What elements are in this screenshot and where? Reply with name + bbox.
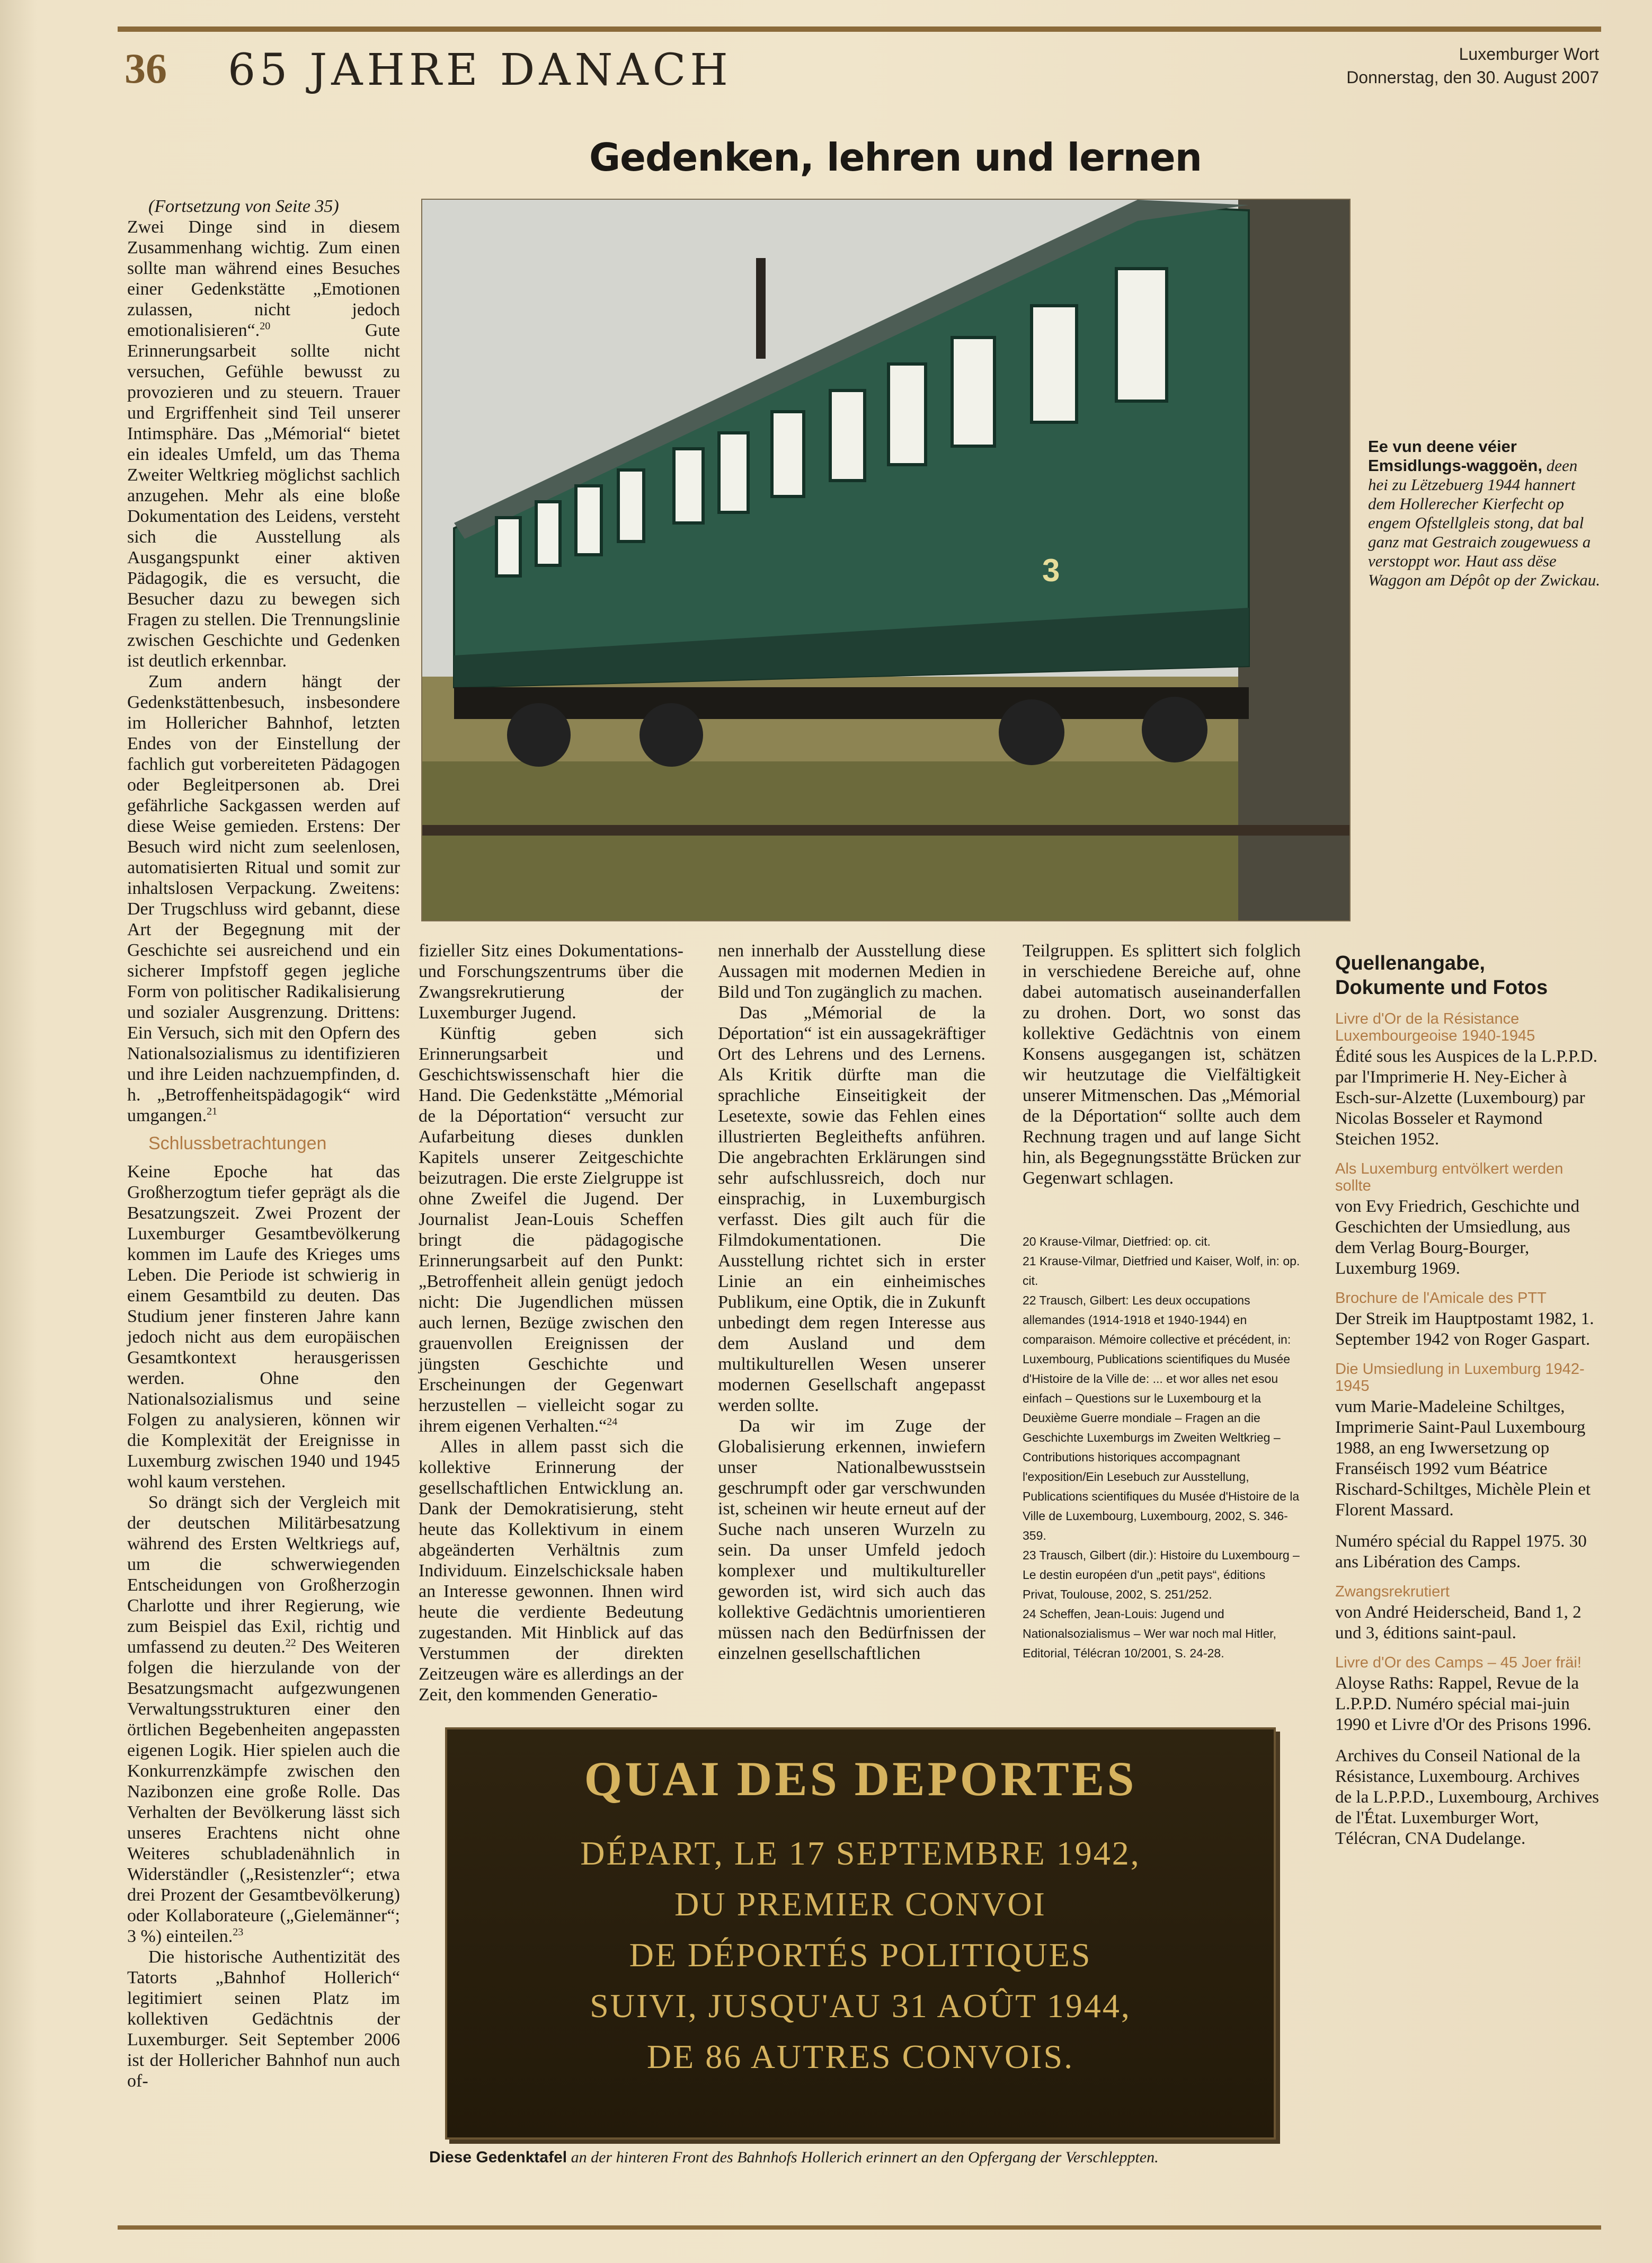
continuation-note: (Fortsetzung von Seite 35) [148, 197, 339, 216]
wagon-number: 3 [1042, 553, 1060, 588]
footnote: 23 Trausch, Gilbert (dir.): Histoire du Luxembourg – Le destin européen d'un „petit pays“, éditions Privat, Toulouse, 2002, S. 251/252. [1023, 1548, 1300, 1601]
memorial-plaque [445, 1727, 1276, 2140]
paragraph-text: Künftig geben sich Erinnerungsarbeit und Geschichtswissenschaft hier die Hand. Die Gedenkstätte „Mémorial de la Déportation“ versucht zur Aufarbeitung dieses dunklen Kapitels unserer Zeitgeschichte beizutragen. Die erste Zielgruppe ist ohne Zweifel die Jugend. Der Journalist Jean-Louis Scheffen bringt die pädagogische Erinnerungsarbeit auf den Punkt: „Betroffenheit allein genügt jedoch nicht: Die Jugendlichen müssen auch lernen, Bezüge zwischen den grauenvollen Ereignissen der jüngsten Geschichte und Erscheinungen der Gegenwart herzustellen – vielleicht sogar zu ihrem eigenen Verhalten.“ [419, 1024, 683, 1436]
article-paragraph: nen innerhalb der Ausstellung diese Aussagen mit modernen Medien in Bild und Ton zugänglich zu machen. [718, 941, 985, 1002]
plaque-line: SUIVI, JUSQU'AU 31 AOÛT 1944, [590, 1987, 1131, 2025]
issue-date: Donnerstag, den 30. August 2007 [1346, 68, 1599, 87]
plaque-caption [429, 2149, 1287, 2167]
article-paragraph: fizieller Sitz eines Dokumentations- und Forschungszentrums über die Zwangsrekrutierung der Luxemburger Jugend. [419, 941, 683, 1023]
footnote-ref: 20 [260, 320, 271, 332]
footnote: 20 Krause-Vilmar, Dietfried: op. cit. [1023, 1235, 1211, 1248]
source-heading: Brochure de l'Amicale des PTT [1335, 1290, 1547, 1307]
article-paragraph [127, 1492, 400, 1947]
plaque-text [447, 1828, 1274, 2082]
masthead [1346, 42, 1599, 89]
source-text: vum Marie-Madeleine Schiltges, Imprimerie Saint-Paul Luxembourg 1988, an eng Iwwersetzung op Franséisch 1992 vum Béatrice Rischard-Schiltges, Michèle Plein et Florent Massard. [1335, 1397, 1591, 1520]
source-text: Numéro spécial du Rappel 1975. 30 ans Libération des Camps. [1335, 1532, 1587, 1572]
footnote: 21 Krause-Vilmar, Dietfried und Kaiser, Wolf, in: op. cit. [1023, 1254, 1300, 1288]
source-heading: Die Umsiedlung in Luxemburg 1942-1945 [1335, 1361, 1585, 1395]
source-text: Der Streik im Hauptpostamt 1982, 1. September 1942 von Roger Gaspart. [1335, 1309, 1594, 1349]
source-heading: Als Luxemburg entvölkert werden sollte [1335, 1160, 1564, 1194]
source-heading: Livre d'Or de la Résistance Luxembourgeoise 1940-1945 [1335, 1010, 1535, 1044]
footnote: 22 Trausch, Gilbert: Les deux occupations allemandes (1914-1918 et 1940-1944) en comparaison. Mémoire collective et précédent, in: Luxembourg, Publications scientifiques du Musée d'Histoire de la Ville de: ... et wor alles net esou einfach – Questions sur le Luxembourg et la Deuxième Guerre mondiale – Fragen an die Geschichte Luxemburgs im Zweiten Weltkrieg – Contributions historiques accompagnant l'exposition/Ein Lesebuch zur Ausstellung, Publications scientifiques du Musée d'Histoire de la Ville de Luxembourg, Luxembourg, 2002, S. 346-359. [1023, 1293, 1300, 1542]
article-paragraph: Alles in allem passt sich die kollektive Erinnerung der gesellschaftlichen Entwicklung an. Dank der Demokratisierung, steht heute das Kollektivum in einem abgeänderten Verhältnis zum Individuum. Einzelschicksale haben an Interesse gewonnen. Ihnen wird heute die verdiente Bedeutung zugestanden. Mit Hinblick auf das Verstummen der direkten Zeitzeugen wäre es allerdings an der Zeit, den kommenden Generatio- [419, 1437, 683, 1705]
page-number: 36 [125, 46, 167, 92]
article-paragraph [127, 217, 400, 671]
source-text: Archives du Conseil National de la Résistance, Luxembourg. Archives de la L.P.P.D., Luxembourg, Archives de l'État. Luxemburger Wort, Télécran, CNA Dudelange. [1335, 1746, 1600, 1848]
source-heading: Livre d'Or des Camps – 45 Joer fräi! [1335, 1654, 1582, 1671]
plaque-line: DÉPART, LE 17 SEPTEMBRE 1942, [580, 1834, 1141, 1872]
footnotes [1023, 1232, 1301, 1663]
photo-caption [1368, 437, 1601, 590]
source-text: Édité sous les Auspices de la L.P.P.D. par l'Imprimerie H. Ney-Eicher à Esch-sur-Alzette (Luxembourg) par Nicolas Bosseler et Raymond Steichen 1952. [1335, 1047, 1597, 1149]
source-text: Aloyse Raths: Rappel, Revue de la L.P.P.D. Numéro spécial mai-juin 1990 et Livre d'Or des Prisons 1996. [1335, 1674, 1592, 1734]
plaque-line: DU PREMIER CONVOI [674, 1885, 1046, 1923]
sources-sidebar [1335, 951, 1600, 1849]
paragraph-text: Des Weiteren folgen die hierzulande von der Besatzungsmacht aufgezwungenen Verwaltungsstrukturen einer den örtlichen Begebenheiten angepassten eigenen Logik. Hier spielen auch die Konkurrenzkämpfe zwischen den Nazibonzen eine große Rolle. Das Verhalten der Bevölkerung lässt sich unseres Erachtens nicht ohne Weiteres schubladenähnlich in Widerständler („Resistenzler“; etwa drei Prozent der Gesamtbevölkerung) oder Kollaborateure („Gielemänner“; 3 %) einteilen. [127, 1637, 400, 1946]
sources-title: Quellenangabe, Dokumente und Fotos [1335, 952, 1548, 999]
article-paragraph: Das „Mémorial de la Déportation“ ist ein aussagekräftiger Ort des Lehrens und des Lernens. Als Kritik dürfte man die sprachliche Einseitigkeit der Lesetexte, sowie das Fehlen eines illustrierten Begleithefts anführen. Die angebrachten Erklärungen sind sehr aufschlussreich, doch nur einsprachig, in Luxemburgisch verfasst. Dies gilt auch für die Filmdokumentationen. Die Ausstellung richtet sich in erster Linie an ein einheimisches Publikum, eine Optik, die in Zukunft unbedingt dem regen Interesse aus dem Ausland und dem multikulturellen Wesen unserer modernen Gesellschaft angepasst werden sollte. [718, 1003, 985, 1415]
photo-caption-text: deen hei zu Lëtzebuerg 1944 hannert dem Hollerecher Kierfecht op engem Ofstellgleis stong, dat bal ganz mat Gestraich zougewuess a verstoppt wor. Haut ass dëse Waggon am Dépôt op der Zwickau. [1368, 456, 1600, 589]
footnote-ref: 24 [607, 1416, 618, 1428]
bottom-rule [118, 2225, 1601, 2230]
source-text: von Evy Friedrich, Geschichte und Geschichten der Umsiedlung, aus dem Verlag Bourg-Bourger, Luxemburg 1969. [1335, 1197, 1579, 1278]
article-paragraph: Da wir im Zuge der Globalisierung erkennen, inwiefern unser Nationalbewusstsein geschrumpft oder gar verschwunden ist, scheinen wir heute erneut auf der Suche nach unseren Wurzeln zu sein. Da unser Umfeld jedoch komplexer und multikultureller geworden ist, wird sich auch das kollektive Gedächtnis umorientieren müssen nach den Bedürfnissen der einzelnen gesellschaftlichen [718, 1416, 985, 1663]
plaque-line: DE DÉPORTÉS POLITIQUES [629, 1936, 1092, 1974]
plaque-caption-text: an der hinteren Front des Bahnhofs Hollerich erinnert an den Opfergang der Verschleppten. [567, 2149, 1159, 2166]
plaque-caption-lead: Diese Gedenktafel [429, 2149, 567, 2166]
article-paragraph [127, 671, 400, 1126]
article-paragraph: Die historische Authentizität des Tatorts „Bahnhof Hollerich“ legitimiert seinen Platz im kollektiven Gedächtnis der Luxemburger. Seit September 2006 ist der Hollericher Bahnhof nun auch of- [127, 1947, 400, 2091]
wagon-illustration [422, 200, 1349, 920]
source-text: von André Heiderscheid, Band 1, 2 und 3, éditions saint-paul. [1335, 1603, 1582, 1643]
footnote: 24 Scheffen, Jean-Louis: Jugend und Nationalsozialismus – Wer war noch mal Hitler, Editorial, Télécran 10/2001, S. 24-28. [1023, 1607, 1276, 1660]
paragraph-text: Zwei Dinge sind in diesem Zusammenhang wichtig. Zum einen sollte man während eines Besuches einer Gedenkstätte „Emotionen zulassen, nicht jedoch emotionalisieren“. [127, 217, 400, 340]
article-column-4 [1023, 940, 1301, 1188]
article-paragraph [419, 1023, 683, 1436]
section-title: 65 JAHRE DANACH [228, 45, 732, 95]
publication-name: Luxemburger Wort [1459, 45, 1599, 64]
article-column-2 [419, 940, 683, 1705]
footnote-ref: 22 [285, 1637, 296, 1649]
source-heading: Zwangsrekrutiert [1335, 1583, 1450, 1600]
plaque-title: QUAI DES DEPORTES [584, 1752, 1137, 1806]
article-paragraph: Keine Epoche hat das Großherzogtum tiefer geprägt als die Besatzungszeit. Zwei Prozent der Luxemburger Gesamtbevölkerung kommen im Laufe des Krieges ums Leben. Die Periode ist schwierig in einem Gesamtbild zu deuten. Das Studium jener finsteren Jahre kann jedoch nicht aus dem europäischen Gesamtkontext herausgerissen werden. Ohne den Nationalsozialismus und seine Folgen zu analysieren, können wir die Komplexität der Ereignisse in Luxemburg zwischen 1940 und 1945 wohl kaum verstehen. [127, 1162, 400, 1492]
footnote-ref: 21 [207, 1105, 218, 1117]
article-paragraph: Teilgruppen. Es splittert sich folglich in verschiedene Bereiche auf, ohne dabei automatisch auseinanderfallen zu drohen. Dort, wo sonst das kollektive Gedächtnis von einem Konsens ausgegangen ist, schätzen wir heutzutage die Vielfältigkeit unserer Mitmenschen. Das „Mémorial de la Déportation“ sollte auch dem Rechnung tragen und auf lange Sicht hin, als Begegnungsstätte Brücken zur Gegenwart schlagen. [1023, 941, 1301, 1188]
paragraph-text: So drängt sich der Vergleich mit der deutschen Militärbesatzung während des Ersten Weltkriegs auf, um die schwerwiegenden Entscheidungen von Großherzogin Charlotte und ihrer Regierung, wie zum Beispiel das Exil, richtig und umfassend zu deuten. [127, 1493, 400, 1657]
photo-caption-lead: Ee vun deene véier Emsidlungs-waggoën, [1368, 437, 1542, 475]
wagon-photo [421, 199, 1351, 921]
top-rule [118, 26, 1601, 32]
article-headline: Gedenken, lehren und lernen [589, 135, 1202, 180]
plaque-line: DE 86 AUTRES CONVOIS. [646, 2038, 1074, 2075]
article-column-3 [718, 940, 985, 1664]
paragraph-text: Zum andern hängt der Gedenkstättenbesuch, insbesondere im Hollericher Bahnhof, letzten Endes von der Einstellung der fachlich gut vorbereiteten Pädagogen oder Begleitpersonen ab. Drei gefährliche Sackgassen werden auf diese Weise gemieden. Erstens: Der Besuch wird nicht zum seelenlosen, automatisierten Ritual und somit zur inhaltslosen Verpackung. Zweitens: Der Trugschluss wird gebannt, diese Art der Begegnung mit der Geschichte sei ausreichend und ein sicherer Impfstoff gegen jegliche Form von politischer Radikalisierung und sozialer Ausgrenzung. Drittens: Ein Versuch, sich mit den Opfern des Nationalsozialismus zu identifizieren und ihre Leiden nachzuempfinden, d. h. „Betroffenheitspädagogik“ wird umgangen. [127, 672, 400, 1125]
subheading: Schlussbetrachtungen [148, 1133, 327, 1153]
paragraph-text: Gute Erinnerungsarbeit sollte nicht versuchen, Gefühle bewusst zu provozieren und zu steuern. Trauer und Ergriffenheit sind Teil unserer Intimsphäre. Das „Mémorial“ bietet ein ideales Umfeld, um das Thema Zweiter Weltkrieg möglichst sachlich anzugehen. Mehr als eine bloße Dokumentation des Leidens, versteht sich die Ausstellung als Ausgangspunkt einer aktiven Pädagogik, die es versucht, die Besucher dazu zu bewegen sich Fragen zu stellen. Die Trennungslinie zwischen Geschichte und Gedenken ist deutlich erkennbar. [127, 321, 400, 671]
article-column-1 [127, 196, 400, 2091]
footnote-ref: 23 [233, 1926, 244, 1938]
